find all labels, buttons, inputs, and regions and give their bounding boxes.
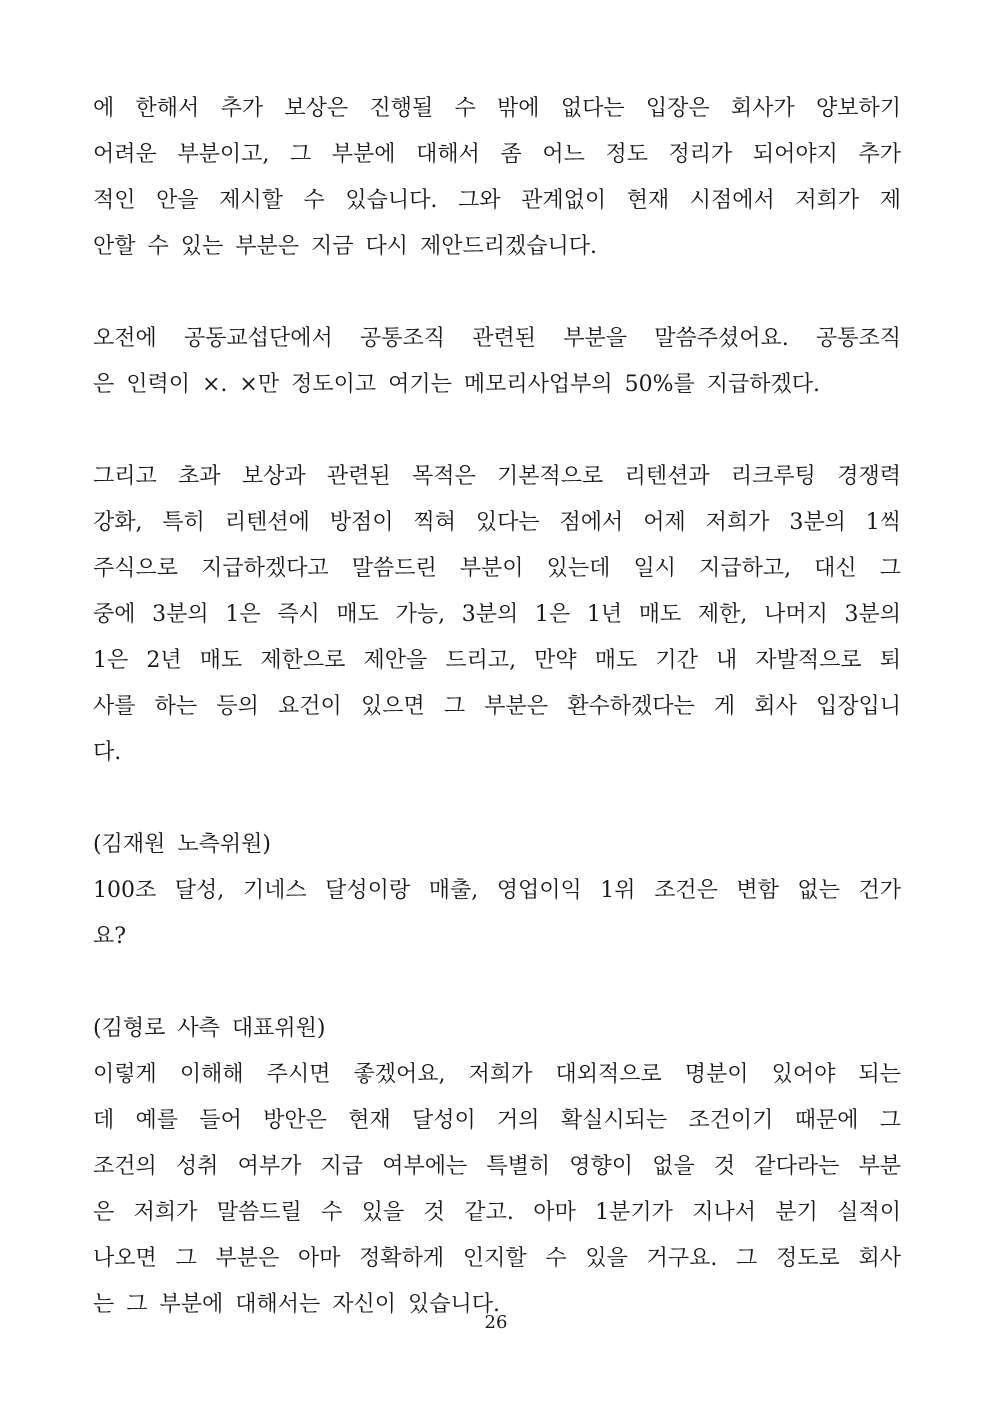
document-content <box>93 86 901 1374</box>
text-line: 적인 안을 제시할 수 있습니다. 그와 관계없이 현재 시점에서 저희가 제 <box>93 188 901 213</box>
text-line: 데 예를 들어 방안은 현재 달성이 거의 확실시되는 조건이기 때문에 그 <box>93 1108 901 1133</box>
text-line: 요? <box>93 924 127 949</box>
text-line: 1은 2년 매도 제한으로 제안을 드리고, 만약 매도 기간 내 자발적으로 퇴 <box>93 648 901 673</box>
text-line: (김형로 사측 대표위원) <box>93 1016 326 1041</box>
text-line: 강화, 특히 리텐션에 방점이 찍혀 있다는 점에서 어제 저희가 3분의 1씩 <box>93 510 901 535</box>
text-paragraph <box>93 1006 901 1328</box>
text-line: 주식으로 지급하겠다고 말씀드린 부분이 있는데 일시 지급하고, 대신 그 <box>93 556 901 581</box>
text-line: 는 그 부분에 대해서는 자신이 있습니다. <box>93 1292 500 1317</box>
text-paragraph <box>93 86 901 270</box>
text-line: 이렇게 이해해 주시면 좋겠어요, 저희가 대외적으로 명분이 있어야 되는 <box>93 1062 901 1087</box>
text-line: 어려운 부분이고, 그 부분에 대해서 좀 어느 정도 정리가 되어야지 추가 <box>93 142 901 167</box>
page-number: 26 <box>484 1312 508 1333</box>
text-line: 100조 달성, 기네스 달성이랑 매출, 영업이익 1위 조건은 변함 없는 건가 <box>93 878 901 903</box>
text-line: 사를 하는 등의 요건이 있으면 그 부분은 환수하겠다는 게 회사 입장입니 <box>93 694 901 719</box>
text-line: 나오면 그 부분은 아마 정확하게 인지할 수 있을 거구요. 그 정도로 회사 <box>93 1246 901 1271</box>
text-line: 다. <box>93 740 122 765</box>
text-paragraph <box>93 454 901 776</box>
text-line: 조건의 성취 여부가 지급 여부에는 특별히 영향이 없을 것 같다라는 부분 <box>93 1154 901 1179</box>
text-line: 안할 수 있는 부분은 지금 다시 제안드리겠습니다. <box>93 234 597 259</box>
text-line: 그리고 초과 보상과 관련된 목적은 기본적으로 리텐션과 리크루팅 경쟁력 <box>93 464 901 489</box>
text-line: 에 한해서 추가 보상은 진행될 수 밖에 없다는 입장은 회사가 양보하기 <box>93 96 901 121</box>
text-line: 오전에 공동교섭단에서 공통조직 관련된 부분을 말씀주셨어요. 공통조직 <box>93 326 901 351</box>
text-line: 은 저희가 말씀드릴 수 있을 것 같고. 아마 1분기가 지나서 분기 실적이 <box>93 1200 901 1225</box>
text-paragraph <box>93 822 901 960</box>
text-line: 중에 3분의 1은 즉시 매도 가능, 3분의 1은 1년 매도 제한, 나머지 3분의 <box>93 602 901 627</box>
text-line: 은 인력이 ×. ×만 정도이고 여기는 메모리사업부의 50%를 지급하겠다. <box>93 372 820 397</box>
text-line: (김재원 노측위원) <box>93 832 271 857</box>
text-paragraph <box>93 316 901 408</box>
